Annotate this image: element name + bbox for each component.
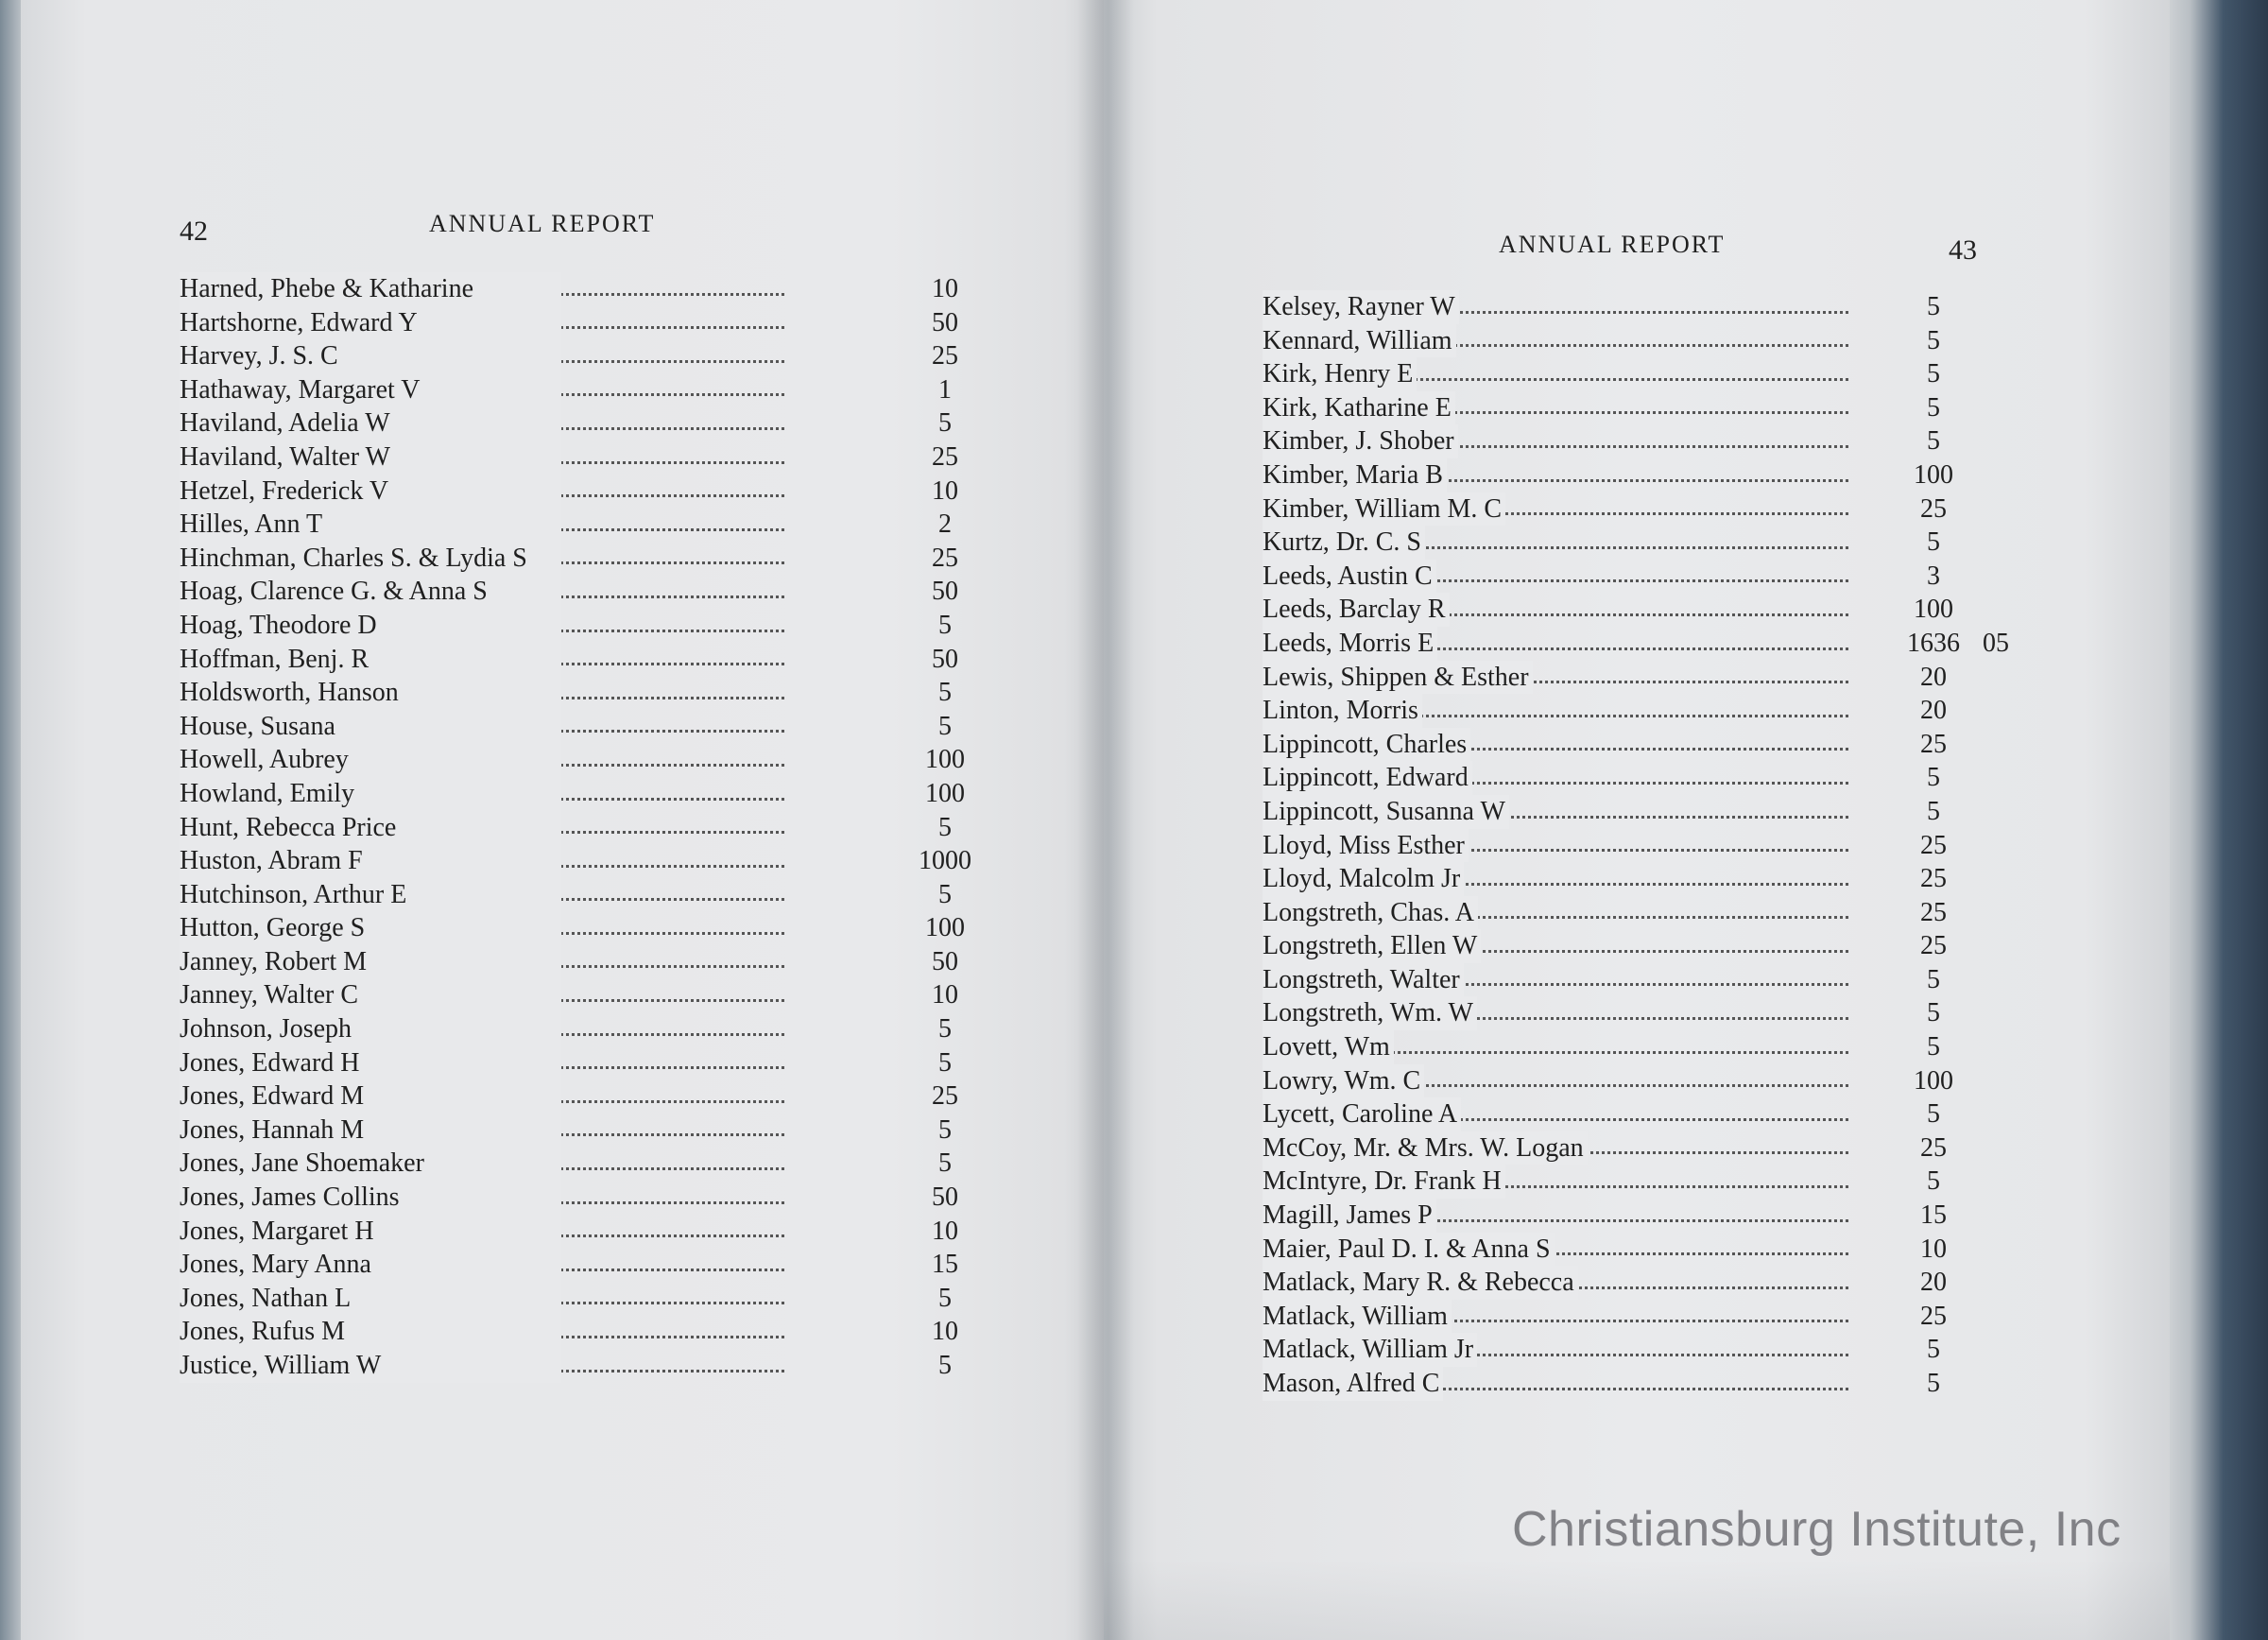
donation-amount: 50: [932, 307, 958, 337]
donor-name: Jones, James Collins: [180, 1181, 561, 1215]
left-page-header: ANNUAL REPORT: [429, 210, 656, 237]
donation-amount: 20: [1920, 662, 1947, 692]
donor-name: Lloyd, Miss Esther: [1263, 829, 1469, 863]
donation-amount: 25: [1920, 864, 1947, 894]
donation-amount: 25: [1920, 1132, 1947, 1163]
donation-cents: 05: [1983, 628, 2009, 658]
donor-name: Howell, Aubrey: [180, 743, 561, 777]
donation-amount: 25: [1920, 493, 1947, 524]
donor-name: Hilles, Ann T: [180, 508, 561, 542]
donation-amount: 100: [1914, 1065, 1953, 1096]
donor-name: Hoffman, Benj. R: [180, 643, 561, 677]
donation-amount: 5: [1927, 1335, 1940, 1365]
donation-amount: 25: [932, 441, 958, 472]
donor-name: Haviland, Walter W: [180, 440, 561, 475]
donation-amount: 10: [932, 475, 958, 506]
watermark: Christiansburg Institute, Inc: [1512, 1502, 2122, 1557]
donor-name: Lippincott, Susanna W: [1263, 795, 1509, 829]
donor-name: Jones, Nathan L: [180, 1282, 561, 1316]
donation-amount: 5: [938, 1014, 952, 1044]
donor-name: Kennard, William: [1263, 324, 1456, 358]
donor-name: Lewis, Shippen & Esther: [1263, 661, 1533, 695]
donation-amount: 5: [1927, 964, 1940, 994]
donation-amount: 5: [938, 610, 952, 640]
donor-name: Leeds, Barclay R: [1263, 593, 1450, 627]
donor-name: Justice, William W: [180, 1349, 561, 1383]
donation-amount: 25: [1920, 1301, 1947, 1331]
donation-amount: 5: [938, 879, 952, 909]
donor-name: Jones, Edward H: [180, 1046, 561, 1080]
donation-amount: 25: [1920, 830, 1947, 860]
donor-name: Lippincott, Charles: [1263, 728, 1470, 762]
donor-name: Hetzel, Frederick V: [180, 475, 561, 509]
donation-amount: 5: [1927, 998, 1940, 1028]
donor-name: Holdsworth, Hanson: [180, 676, 561, 710]
donation-amount: 10: [932, 274, 958, 303]
left-page: [21, 0, 1108, 1640]
donation-amount: 5: [1927, 1166, 1940, 1197]
donation-amount: 100: [925, 778, 965, 808]
donor-name: Hathaway, Margaret V: [180, 373, 561, 407]
page-shadow: [1104, 1560, 2170, 1640]
donation-amount: 10: [1920, 1234, 1947, 1264]
donor-name: Hutton, George S: [180, 911, 561, 945]
donor-name: Lycett, Caroline A: [1263, 1097, 1461, 1131]
donation-amount: 25: [932, 543, 958, 573]
right-page-number: 43: [1949, 234, 1977, 266]
donation-amount: 25: [1920, 729, 1947, 759]
donation-amount: 5: [938, 1283, 952, 1313]
donation-amount: 3: [1927, 561, 1940, 591]
donor-name: Johnson, Joseph: [180, 1012, 561, 1046]
donor-name: Jones, Mary Anna: [180, 1248, 561, 1282]
donation-amount: 5: [1927, 292, 1940, 321]
donor-name: Hunt, Rebecca Price: [180, 811, 561, 845]
donor-name: Longstreth, Wm. W: [1263, 996, 1477, 1030]
donor-name: Longstreth, Ellen W: [1263, 929, 1481, 963]
donation-amount: 5: [938, 1047, 952, 1078]
donation-amount: 50: [932, 644, 958, 674]
donor-name: Maier, Paul D. I. & Anna S: [1263, 1233, 1555, 1267]
donor-name: Leeds, Austin C: [1263, 560, 1436, 594]
donation-amount: 10: [932, 1317, 958, 1347]
donor-name: Hoag, Clarence G. & Anna S: [180, 575, 561, 609]
donor-name: Janney, Walter C: [180, 978, 561, 1012]
donation-amount: 25: [932, 341, 958, 371]
donor-name: Hoag, Theodore D: [180, 609, 561, 643]
donor-name: Howland, Emily: [180, 777, 561, 811]
donation-amount: 5: [938, 1148, 952, 1179]
donor-name: Jones, Edward M: [180, 1079, 561, 1113]
right-page: [1104, 0, 2170, 1640]
left-page-number: 42: [180, 216, 208, 247]
donation-amount: 25: [1920, 931, 1947, 961]
donor-name: Lippincott, Edward: [1263, 761, 1472, 795]
right-page-header: ANNUAL REPORT: [1499, 231, 1726, 258]
donation-amount: 10: [932, 980, 958, 1010]
donor-name: Leeds, Morris E: [1263, 627, 1437, 661]
donation-amount: 1: [938, 374, 952, 405]
donation-amount: 5: [1927, 1032, 1940, 1062]
donation-amount: 50: [932, 577, 958, 607]
donation-amount: 5: [1927, 796, 1940, 826]
donation-amount: 15: [1920, 1200, 1947, 1231]
donor-name: Linton, Morris: [1263, 694, 1422, 728]
donor-name: Huston, Abram F: [180, 844, 561, 878]
donor-name: McIntyre, Dr. Frank H: [1263, 1165, 1505, 1199]
donor-name: Lloyd, Malcolm Jr: [1263, 862, 1464, 896]
donor-name: Hutchinson, Arthur E: [180, 878, 561, 912]
donation-amount: 5: [1927, 359, 1940, 389]
donation-amount: 20: [1920, 1268, 1947, 1298]
donor-name: Jones, Rufus M: [180, 1315, 561, 1349]
donation-amount: 1636: [1907, 628, 1960, 658]
donation-amount: 5: [1927, 325, 1940, 355]
donation-amount: 100: [1914, 459, 1953, 490]
donation-amount: 5: [1927, 527, 1940, 558]
donation-amount: 1000: [919, 846, 971, 876]
donor-name: Kirk, Henry E: [1263, 357, 1417, 391]
donor-name: Kimber, Maria B: [1263, 458, 1447, 492]
donation-amount: 5: [938, 1114, 952, 1145]
donation-amount: 5: [938, 678, 952, 708]
donor-name: Kimber, William M. C: [1263, 492, 1505, 527]
donation-amount: 5: [938, 1351, 952, 1380]
backdrop-right: [2156, 0, 2268, 1640]
donor-name: Jones, Margaret H: [180, 1215, 561, 1249]
donor-name: Hartshorne, Edward Y: [180, 306, 561, 340]
donor-name: Janney, Robert M: [180, 945, 561, 979]
donor-name: Longstreth, Chas. A: [1263, 896, 1478, 930]
donation-amount: 5: [938, 812, 952, 842]
donation-amount: 100: [925, 913, 965, 943]
donation-amount: 25: [932, 1081, 958, 1112]
donation-amount: 50: [932, 946, 958, 976]
donor-name: Lowry, Wm. C: [1263, 1064, 1424, 1098]
donor-name: House, Susana: [180, 710, 561, 744]
donation-amount: 5: [1927, 392, 1940, 423]
donor-name: Matlack, Mary R. & Rebecca: [1263, 1266, 1578, 1300]
donation-amount: 5: [1927, 426, 1940, 457]
donor-name: Kurtz, Dr. C. S: [1263, 526, 1425, 560]
donor-name: Kimber, J. Shober: [1263, 424, 1458, 458]
donation-amount: 5: [1927, 1099, 1940, 1130]
donor-name: McCoy, Mr. & Mrs. W. Logan: [1263, 1131, 1588, 1165]
donation-amount: 5: [1927, 1369, 1940, 1398]
donation-amount: 20: [1920, 696, 1947, 726]
donor-name: Magill, James P: [1263, 1199, 1436, 1233]
donation-amount: 2: [938, 509, 952, 540]
donor-name: Longstreth, Walter: [1263, 963, 1464, 997]
donor-name: Harvey, J. S. C: [180, 339, 561, 373]
donation-amount: 5: [938, 711, 952, 741]
donor-name: Matlack, William: [1263, 1300, 1452, 1334]
donation-amount: 15: [932, 1250, 958, 1280]
donation-amount: 100: [925, 745, 965, 775]
donor-name: Matlack, William Jr: [1263, 1333, 1477, 1367]
donor-name: Jones, Hannah M: [180, 1113, 561, 1148]
donation-amount: 100: [1914, 595, 1953, 625]
donor-name: Haviland, Adelia W: [180, 406, 561, 440]
donor-name: Hinchman, Charles S. & Lydia S: [180, 542, 561, 576]
donation-amount: 5: [1927, 763, 1940, 793]
donor-name: Lovett, Wm: [1263, 1030, 1394, 1064]
donation-amount: 5: [938, 408, 952, 439]
donor-name: Mason, Alfred C: [1263, 1367, 1443, 1401]
donor-name: Harned, Phebe & Katharine: [180, 272, 561, 306]
donation-amount: 50: [932, 1183, 958, 1213]
donor-name: Kelsey, Rayner W: [1263, 290, 1459, 324]
donor-name: Kirk, Katharine E: [1263, 391, 1455, 425]
book-gutter: [1077, 0, 1134, 1640]
donation-amount: 25: [1920, 897, 1947, 927]
donation-amount: 10: [932, 1216, 958, 1246]
donor-name: Jones, Jane Shoemaker: [180, 1147, 561, 1181]
